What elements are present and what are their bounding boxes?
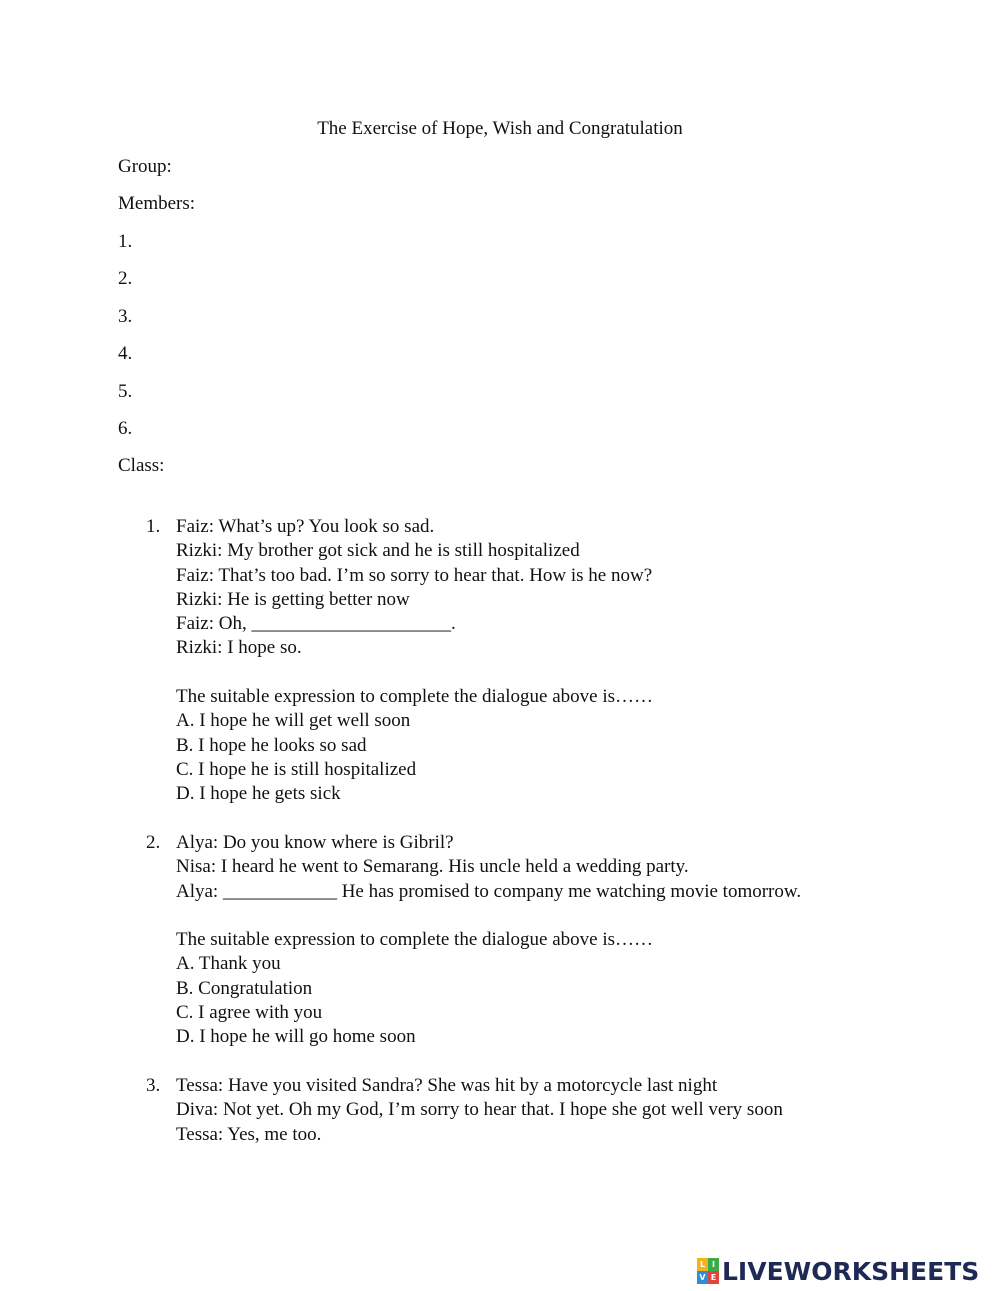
- question-number: 3.: [146, 1075, 161, 1096]
- dialogue-line: Rizki: I hope so.: [176, 637, 302, 659]
- mark-letter: E: [708, 1271, 719, 1284]
- dialogue-line: Nisa: I heard he went to Semarang. His uncle held a wedding party.: [176, 856, 689, 878]
- dialogue-line: Rizki: He is getting better now: [176, 588, 410, 610]
- dialogue-line: Tessa: Yes, me too.: [176, 1123, 322, 1145]
- question-body: [176, 515, 876, 807]
- member-2: 2.: [118, 268, 133, 289]
- answer-option: A. I hope he will get well soon: [176, 710, 411, 732]
- member-3: 3.: [118, 306, 133, 327]
- liveworksheets-mark-icon: [697, 1258, 719, 1284]
- dialogue-line: Tessa: Have you visited Sandra? She was hit by a motorcycle last night: [176, 1075, 718, 1096]
- liveworksheets-logo: [697, 1256, 979, 1286]
- question-body: [176, 831, 876, 1050]
- answer-option: D. I hope he gets sick: [176, 783, 341, 805]
- liveworksheets-wordmark: LIVEWORKSHEETS: [722, 1256, 980, 1286]
- answer-option: C. I agree with you: [176, 1002, 323, 1024]
- answer-option: C. I hope he is still hospitalized: [176, 758, 417, 780]
- dialogue-line: Faiz: That’s too bad. I’m so sorry to hear that. How is he now?: [176, 564, 653, 586]
- dialogue-line: Faiz: What’s up? You look so sad.: [176, 516, 435, 537]
- answer-option: B. I hope he looks so sad: [176, 734, 367, 756]
- mark-letter: I: [708, 1258, 719, 1271]
- member-4: 4.: [118, 343, 133, 364]
- class-label: Class:: [118, 455, 165, 476]
- question-number: 1.: [146, 516, 161, 537]
- answer-option: A. Thank you: [176, 953, 281, 975]
- question-prompt: The suitable expression to complete the dialogue above is……: [176, 686, 653, 708]
- worksheet-title: The Exercise of Hope, Wish and Congratulation: [317, 118, 683, 139]
- member-6: 6.: [118, 418, 133, 439]
- members-label: Members:: [118, 193, 196, 214]
- dialogue-line: Diva: Not yet. Oh my God, I’m sorry to hear that. I hope she got well very soon: [176, 1099, 783, 1121]
- dialogue-line: Rizki: My brother got sick and he is still hospitalized: [176, 540, 580, 562]
- member-1: 1.: [118, 231, 133, 252]
- dialogue-line: Faiz: Oh, _____________________.: [176, 613, 456, 635]
- mark-letter: V: [697, 1271, 708, 1284]
- member-5: 5.: [118, 381, 133, 402]
- dialogue-line: Alya: ____________ He has promised to company me watching movie tomorrow.: [176, 880, 802, 902]
- question-prompt: The suitable expression to complete the dialogue above is……: [176, 929, 653, 951]
- answer-option: D. I hope he will go home soon: [176, 1026, 416, 1048]
- dialogue-line: Alya: Do you know where is Gibril?: [176, 832, 454, 853]
- group-label: Group:: [118, 156, 172, 177]
- mark-letter: L: [697, 1258, 708, 1271]
- question-body: [176, 1074, 876, 1147]
- answer-option: B. Congratulation: [176, 977, 313, 999]
- question-number: 2.: [146, 832, 161, 853]
